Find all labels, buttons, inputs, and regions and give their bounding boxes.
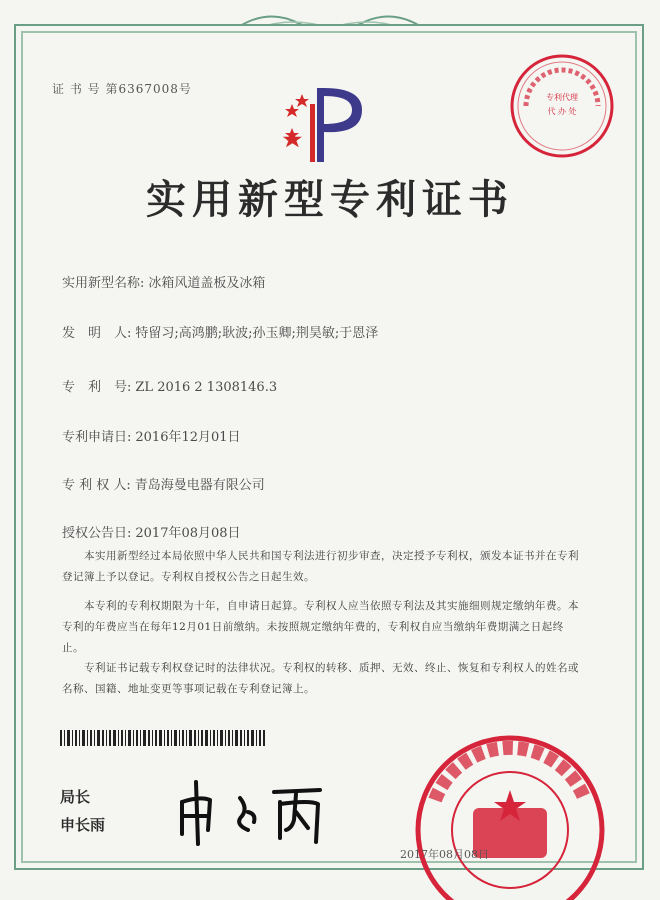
director-name: 申长雨: [60, 816, 106, 834]
agency-seal-stamp: [508, 52, 616, 160]
field-value: 2017年08月08日: [135, 526, 241, 541]
grant-date-field: [62, 522, 241, 541]
patentee-field: [62, 474, 265, 493]
inventors-field: [62, 322, 378, 341]
field-label: 授权公告日:: [62, 526, 132, 541]
barcode: [60, 730, 265, 746]
certificate-number: 证 书 号 第6367008号: [52, 82, 192, 96]
patent-number-field: [62, 376, 277, 395]
director-title: 局长: [60, 788, 91, 806]
svg-text:专利代理: 专利代理: [546, 93, 578, 102]
utility-model-name-field: [62, 272, 265, 291]
national-ip-office-seal: [395, 730, 625, 900]
seal-date: 2017年08月08日: [400, 848, 489, 861]
svg-text:代 办 处: 代 办 处: [547, 107, 577, 116]
director-signature: [170, 772, 340, 852]
field-value: ZL 2016 2 1308146.3: [135, 380, 278, 395]
field-value: 2016年12月01日: [135, 430, 241, 445]
body-paragraph: 本专利的专利权期限为十年，自申请日起算。专利权人应当依照专利法及其实施细则规定缴纳年费。本专利的年费应当在每年12月01日前缴纳。未按照规定缴纳年费的，专利权自应当缴纳年费期满之日起终止。: [62, 600, 579, 654]
body-paragraph: 本实用新型经过本局依照中华人民共和国专利法进行初步审查，决定授予专利权，颁发本证书并在专利登记簿上予以登记。专利权自授权公告之日起生效。: [62, 550, 579, 583]
field-label: 发 明 人:: [62, 326, 132, 341]
certificate-title: 实用新型专利证书: [146, 176, 514, 223]
field-value: 特留习;高鸿鹏;耿波;孙玉卿;荆昊敏;于恩泽: [135, 326, 379, 341]
body-paragraph: 专利证书记载专利权登记时的法律状况。专利权的转移、质押、无效、终止、恢复和专利权人的姓名或名称、国籍、地址变更等事项记载在专利登记簿上。: [62, 662, 579, 695]
field-label: 实用新型名称:: [62, 276, 145, 291]
field-label: 专利申请日:: [62, 430, 132, 445]
field-value: 冰箱风道盖板及冰箱: [148, 276, 266, 291]
field-label: 专 利 权 人:: [62, 478, 131, 493]
application-date-field: [62, 426, 241, 445]
field-label: 专 利 号:: [62, 380, 132, 395]
field-value: 青岛海曼电器有限公司: [134, 478, 265, 493]
cnipa-logo: [262, 84, 382, 168]
